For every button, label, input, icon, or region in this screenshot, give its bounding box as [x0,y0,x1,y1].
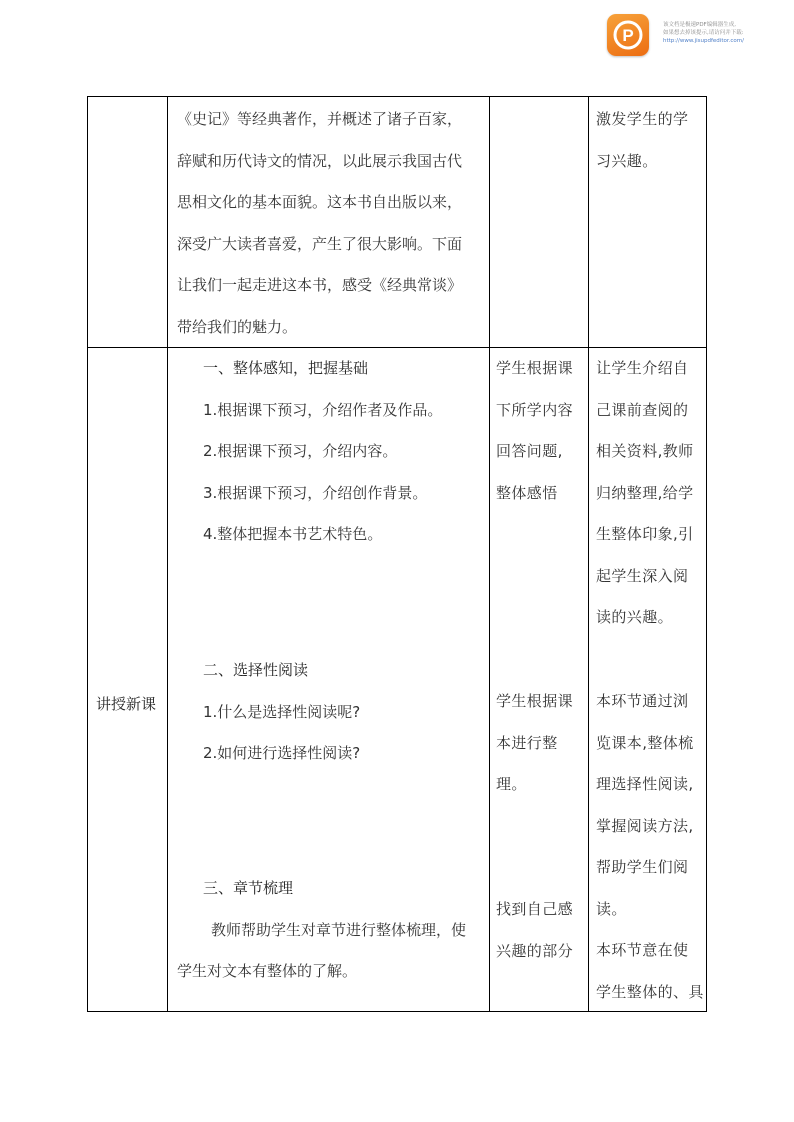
intent-line: 读。 [596,899,627,918]
section-item: 1.根据课下预习，介绍作者及作品。 [203,400,443,419]
student-activity-2 [496,681,588,806]
watermark-text [663,21,744,45]
section-item: 2.根据课下预习，介绍内容。 [203,442,398,460]
section-2 [177,650,483,775]
table-divider [489,97,490,1011]
intent-line: 让学生介绍自 [596,359,689,377]
intent-line: 相关资料,教师 [596,442,694,460]
intent-line: 掌握阅读方法, [596,816,694,835]
section-paragraph-line: 学生对文本有整体的了解。 [177,962,358,980]
content-line: 《史记》等经典著作，并概述了诸子百家， [177,110,463,128]
design-intent-2 [596,681,706,930]
design-intent-1 [596,348,706,639]
purpose-line: 激发学生的学 [596,110,689,128]
intent-line: 生整体印象,引 [596,525,694,543]
section-heading: 三、章节梳理 [203,879,294,897]
activity-line: 找到自己感 [496,900,574,918]
student-activity-3 [496,889,588,972]
stage-label: 讲授新课 [96,695,157,713]
content-line: 让我们一起走进这本书，感受《经典常谈》 [177,276,463,294]
activity-line: 整体感悟 [496,483,558,502]
activity-line: 学生根据课 [496,692,574,710]
pdf-editor-logo-icon [607,14,649,56]
activity-line: 本进行整理。 [496,733,558,793]
design-intent-3 [596,930,706,1013]
table-divider [588,97,589,1011]
section-1 [177,348,483,556]
content-line: 辞赋和历代诗文的情况，以此展示我国古代 [177,151,463,170]
intent-line: 学生整体的、具 [596,982,704,1001]
table-divider [167,97,168,1011]
activity-line: 兴趣的部分 [496,941,574,960]
intent-line: 己课前查阅的 [596,400,689,419]
section-heading: 一、整体感知，把握基础 [203,359,369,377]
watermark-line-2: 如果想去掉该提示,请访问并下载: [663,30,744,36]
intent-line: 起学生深入阅 [596,566,689,585]
intent-line: 本环节意在使 [596,941,689,959]
watermark-url[interactable]: http://www.jisupdfeditor.com/ [663,38,744,44]
section-item: 4.整体把握本书艺术特色。 [203,525,383,543]
pdf-editor-watermark [607,14,787,58]
intent-line: 读的兴趣。 [596,608,674,626]
lesson-plan-table [87,96,707,1012]
logo-letter: P [622,26,634,45]
intent-line: 归纳整理,给学 [596,483,694,502]
intro-content-cell [177,99,483,348]
section-item: 1.什么是选择性阅读呢? [203,702,361,721]
section-item: 3.根据课下预习，介绍创作背景。 [203,483,428,502]
section-heading: 二、选择性阅读 [203,661,309,679]
intro-purpose-cell [596,99,704,182]
content-line: 深受广大读者喜爱，产生了很大影响。下面 [177,234,463,253]
purpose-line: 习兴趣。 [596,151,658,170]
section-3 [177,868,483,993]
intent-line: 理选择性阅读, [596,775,694,793]
content-line: 思相文化的基本面貌。这本书自出版以来， [177,193,463,211]
section-paragraph-line: 教师帮助学生对章节进行整体梳理，使 [211,920,467,939]
student-activity-1 [496,348,588,514]
intent-line: 帮助学生们阅 [596,858,689,876]
watermark-line-1: 该文档是极速PDF编辑器生成, [663,22,736,28]
activity-line: 学生根据课 [496,359,574,377]
section-item: 2.如何进行选择性阅读? [203,744,361,762]
activity-line: 回答问题, [496,442,563,460]
activity-line: 下所学内容 [496,400,574,419]
intent-line: 本环节通过浏 [596,692,689,710]
content-line: 带给我们的魅力。 [177,317,298,336]
intent-line: 览课本,整体梳 [596,733,694,752]
